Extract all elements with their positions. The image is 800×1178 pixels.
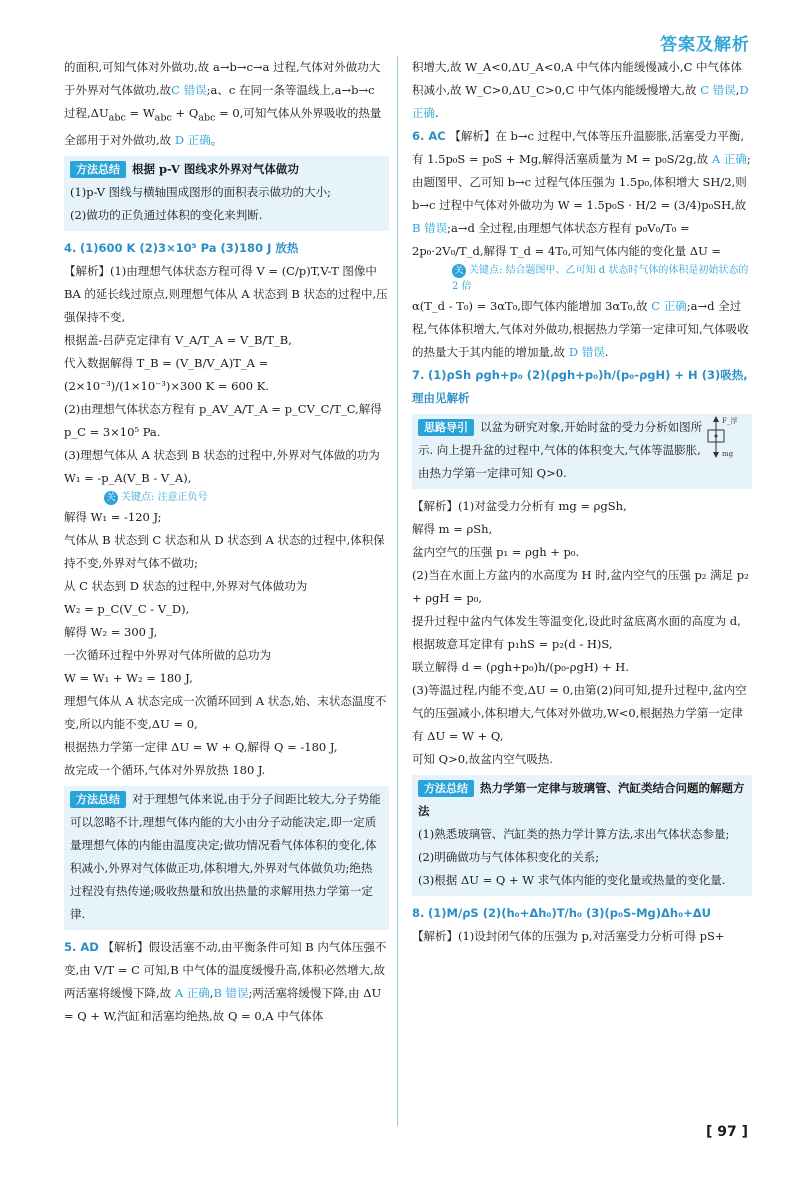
paragraph: 气体从 B 状态到 C 状态和从 D 状态到 A 状态的过程中,体积保持不变,外界对气体不做功;: [64, 533, 385, 571]
paragraph: 一次循环过程中外界对气体所做的总功为: [64, 648, 271, 663]
key-point-note: 关 关键点: 注意正负号: [104, 490, 389, 506]
paragraph: W = W₁ + W₂ = 180 J,: [64, 671, 193, 686]
question-7-answer: 7. (1)ρSh ρgh+p₀ (2)(ρgh+p₀)h/(p₀-ρgH) + H (3)吸热,理由见解析: [412, 368, 748, 405]
paragraph: 理想气体从 A 状态完成一次循环回到 A 状态,始、末状态温度不变,所以内能不变,ΔU = 0,: [64, 694, 387, 732]
column-divider: [397, 56, 398, 1126]
paragraph: (3)等温过程,内能不变,ΔU = 0,由第(2)问可知,提升过程中,盆内空气的压强减小,体积增大,气体对外做功,W<0,根据热力学第一定律有 ΔU = W + Q,: [412, 683, 747, 743]
method-summary-tag: 方法总结: [70, 791, 126, 808]
question-5: 5. AD 【解析】假设活塞不动,由平衡条件可知 B 内气体压强不变,由 V/T = C 可知,B 中气体的温度缓慢升高,体积必然增大,故两活塞将缓慢下降,故 A 正确,B 错误;两活塞将缓慢下降,由 ΔU = Q + W,汽缸和活塞均绝热,故 Q = 0,A 中气体体: [64, 940, 387, 1024]
paragraph: 从 C 状态到 D 状态的过程中,外界对气体做功为: [64, 579, 308, 594]
paragraph: W₂ = p_C(V_C - V_D),: [64, 602, 190, 617]
paragraph: α(T_d - T₀) = 3αT₀,即气体内能增加 3αT₀,故 C 正确;a→d 全过程,气体体积增大,气体对外做功,根据热力学第一定律可知,气体吸收的热量大于其内能的增加量,故 D 错误.: [412, 299, 749, 359]
right-column: [412, 56, 752, 948]
paragraph: 提升过程中盆内气体发生等温变化,设此时盆底离水面的高度为 d,根据玻意耳定律有 p₁hS = p₂(d - H)S,: [412, 614, 741, 651]
paragraph: 根据热力学第一定律 ΔU = W + Q,解得 Q = -180 J,: [64, 740, 338, 755]
paragraph: 可知 Q>0,故盆内空气吸热.: [412, 752, 553, 766]
method-summary-box: 方法总结 对于理想气体来说,由于分子间距比较大,分子势能可以忽略不计,理想气体内能的大小由分子动能决定,即一定质量理想气体的内能由温度决定;做功情况看气体体积的变化,体积减小,外界对气体做正功,体积增大,外界对气体做负功;绝热过程没有热传递;吸收热量和放出热量的求解用热力学第一定律.: [64, 786, 389, 930]
paragraph: (3)理想气体从 A 状态到 B 状态的过程中,外界对气体做的功为 W₁ = -p_A(V_B - V_A),: [64, 448, 380, 486]
force-buoyancy-label: F_浮: [722, 417, 738, 425]
left-column: [64, 56, 389, 1028]
force-diagram-icon: [704, 414, 746, 458]
paragraph: 盆内空气的压强 p₁ = ρgh + p₀.: [412, 545, 580, 559]
key-point-note: 关 关键点: 结合题图甲、乙可知 d 状态时气体的体积是初始状态的 2 倍: [452, 265, 749, 292]
question-4-answer: 4. (1)600 K (2)3×10⁵ Pa (3)180 J 放热: [64, 241, 299, 256]
question-8-answer: 8. (1)M/ρS (2)(h₀+Δh₀)T/h₀ (3)(p₀S-Mg)Δh₀+ΔU: [412, 906, 712, 920]
key-point-icon: 关: [452, 264, 466, 278]
paragraph: 故完成一个循环,气体对外界放热 180 J.: [64, 763, 266, 778]
paragraph: 解得 W₁ = -120 J;: [64, 510, 162, 525]
method-summary-tag: 方法总结: [70, 161, 126, 178]
page-header-title: 答案及解析: [660, 35, 750, 55]
key-point-icon: 关: [104, 491, 118, 505]
method-summary-box: 方法总结 根据 p-V 图线求外界对气体做功 (1)p-V 图线与横轴围成图形的面积表示做功的大小; (2)做功的正负通过体积的变化来判断.: [64, 156, 389, 231]
paragraph: 积增大,故 W_A<0,ΔU_A<0,A 中气体内能缓慢减小,C 中气体体积减小,故 W_C>0,ΔU_C>0,C 中气体内能缓慢增大,故 C 错误,D 正确.: [412, 60, 749, 120]
paragraph: 的面积,可知气体对外做功,故 a→b→c→a 过程,气体对外做功大于外界对气体做功,故C 错误;a、c 在同一条等温线上,a→b→c 过程$,\Delta U_{abc} = W_{abc} + Q_{abc} = 0$,可知气体从外界吸收的热量全部用于对外做功,故 D 正确。: [64, 60, 382, 148]
paragraph: 【解析】(1)设封闭气体的压强为 p,对活塞受力分析可得 pS+: [412, 929, 725, 943]
paragraph: 根据盖-吕萨克定律有 V_A/T_A = V_B/T_B,: [64, 333, 292, 348]
question-6: 6. AC 【解析】在 b→c 过程中,气体等压升温膨胀,活塞受力平衡,有 1.5p₀S = p₀S + Mg,解得活塞质量为 M = p₀S/2g,故 A 正确;由题图甲、乙可知 b→c 过程气体压强为 1.5p₀,体积增大 SH/2,则 b→c 过程中气体对外做功为 W = 1.5p₀S · H/2 = (3/4)p₀SH,故 B 错误;a→d 全过程,由理想气体状态方程有 p₀V₀/T₀ = 2p₀·2V₀/T_d,解得 T_d = 4T₀,可知气体内能的变化量 ΔU =: [412, 129, 751, 258]
thinking-guide-tag: 思路导引: [418, 419, 474, 436]
paragraph: (2)当在水面上方盆内的水高度为 H 时,盆内空气的压强 p₂ 满足 p₂ + ρgH = p₀,: [412, 568, 749, 605]
paragraph: (2)由理想气体状态方程有 p_AV_A/T_A = p_CV_C/T_C,解得 p_C = 3×10⁵ Pa.: [64, 402, 382, 440]
paragraph: 【解析】(1)由理想气体状态方程可得 V = (C/p)T,V-T 图像中 BA 的延长线过原点,则理想气体从 A 状态到 B 状态的过程中,压强保持不变,: [64, 264, 388, 325]
thinking-guide-box: F_浮 mg 思路导引 以盆为研究对象,开始时盆的受力分析如图所示. 向上提升盆的过程中,气体的体积变大,气体等温膨胀,由热力学第一定律可知 Q>0.: [412, 414, 752, 489]
paragraph: 【解析】(1)对盆受力分析有 mg = ρgSh,: [412, 499, 627, 513]
method-summary-box: 方法总结 热力学第一定律与玻璃管、汽缸类结合问题的解题方法 (1)熟悉玻璃管、汽缸类的热力学计算方法,求出气体状态参量; (2)明确做功与气体体积变化的关系; (3)根据 ΔU = Q + W 求气体内能的变化量或热量的变化量.: [412, 775, 752, 896]
method-summary-tag: 方法总结: [418, 780, 474, 797]
paragraph: 解得 W₂ = 300 J,: [64, 625, 158, 640]
paragraph: 联立解得 d = (ρgh+p₀)h/(p₀-ρgH) + H.: [412, 660, 629, 674]
force-gravity-label: mg: [722, 450, 734, 458]
paragraph: 代入数据解得 T_B = (V_B/V_A)T_A = (2×10⁻³)/(1×10⁻³)×300 K = 600 K.: [64, 356, 269, 394]
page-number: [ 97 ]: [705, 1124, 748, 1140]
paragraph: 解得 m = ρSh,: [412, 522, 493, 536]
